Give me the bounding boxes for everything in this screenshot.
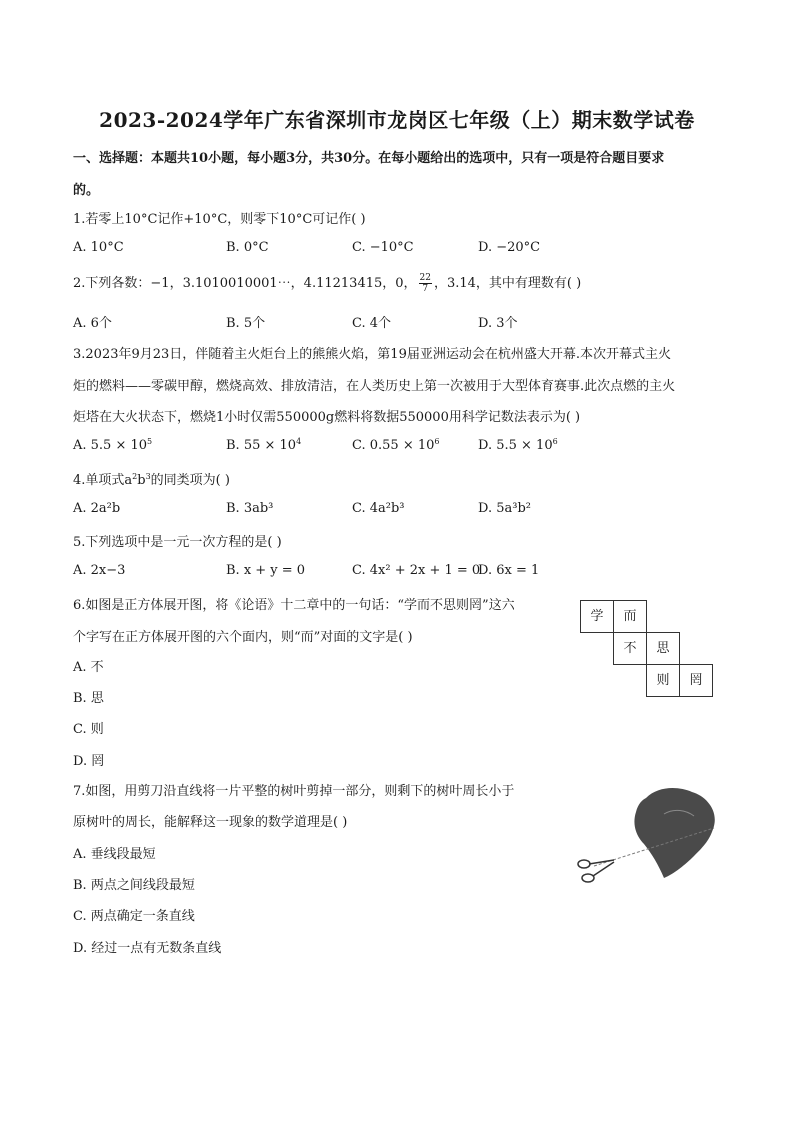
- q2-option-a: A. 6个: [73, 316, 112, 331]
- q5-option-d: D. 6x = 1: [478, 563, 540, 578]
- q2-stem-part-b: ，3.14，其中有理数有( ): [433, 276, 582, 291]
- q6-option-a: A. 不: [73, 660, 104, 675]
- section-heading-cont: 的。: [73, 183, 100, 198]
- question-2-stem: [73, 272, 581, 294]
- net-cell-5: 则: [646, 664, 680, 697]
- q6-option-c: C. 则: [73, 722, 104, 737]
- leaf-scissors-figure: [574, 784, 724, 894]
- question-3-line3: 炬塔在大火状态下，燃烧1小时仅需550000g燃料将数据550000用科学记数法表示为( ): [73, 410, 581, 425]
- q3-option-d-base: D. 5.5 × 10: [478, 438, 553, 453]
- fraction-denominator: 7: [422, 284, 429, 294]
- q4-option-a: A. 2a²b: [73, 501, 121, 516]
- q2-stem-part-a: 2.下列各数：−1，3.1010010001⋯，4.11213415，0，: [73, 276, 417, 291]
- question-6-line2: 个字写在正方体展开图的六个面内，则“而”对面的文字是( ): [73, 630, 413, 645]
- question-7-line1: 7.如图，用剪刀沿直线将一片平整的树叶剪掉一部分，则剩下的树叶周长小于: [73, 784, 515, 799]
- q3-option-a-base: A. 5.5 × 10: [73, 438, 148, 453]
- q7-option-c: C. 两点确定一条直线: [73, 909, 195, 924]
- q2-option-d: D. 3个: [478, 316, 518, 331]
- question-1-stem: 1.若零上10°C记作+10°C，则零下10°C可记作( ): [73, 212, 366, 227]
- q3-option-b-exp: 4: [296, 437, 302, 446]
- fraction-22-7: [419, 273, 432, 294]
- q5-option-a: A. 2x−3: [73, 563, 126, 578]
- q1-option-d: D. −20°C: [478, 240, 541, 255]
- q4-exp-a: 2: [132, 472, 138, 481]
- net-cell-1: 学: [580, 600, 614, 633]
- q5-option-b: B. x + y = 0: [226, 563, 306, 578]
- q3-option-c-base: C. 0.55 × 10: [352, 438, 435, 453]
- net-cell-4: 思: [646, 632, 680, 665]
- q3-option-c-exp: 6: [434, 437, 440, 446]
- scissors-icon: [578, 860, 614, 882]
- q2-option-c: C. 4个: [352, 316, 392, 331]
- net-cell-3: 不: [613, 632, 647, 665]
- q4-option-c: C. 4a²b³: [352, 501, 405, 516]
- q4-stem-part-b: 的同类项为( ): [150, 473, 230, 488]
- q4-stem-part-a: 4.单项式a: [73, 473, 133, 488]
- question-5-stem: 5.下列选项中是一元一次方程的是( ): [73, 535, 282, 550]
- q3-option-c: [352, 438, 440, 453]
- question-3-line1: 3.2023年9月23日，伴随着主火炬台上的熊熊火焰，第19届亚洲运动会在杭州盛大开幕.本次开幕式主火: [73, 347, 671, 362]
- q3-option-a-exp: 5: [147, 437, 153, 446]
- leaf-icon: [634, 788, 714, 878]
- page-title: 2023-2024学年广东省深圳市龙岗区七年级（上）期末数学试卷: [99, 108, 695, 132]
- q4-option-d: D. 5a³b²: [478, 501, 531, 516]
- net-cell-2: 而: [613, 600, 647, 633]
- q1-option-a: A. 10°C: [73, 240, 124, 255]
- q6-option-d: D. 罔: [73, 754, 105, 769]
- q6-option-b: B. 思: [73, 691, 104, 706]
- section-heading: 一、选择题：本题共10小题，每小题3分，共30分。在每小题给出的选项中，只有一项是符合题目要求: [73, 151, 665, 166]
- q3-option-a: [73, 438, 152, 453]
- q3-option-b: [226, 438, 301, 453]
- q2-option-b: B. 5个: [226, 316, 266, 331]
- fraction-numerator: 22: [419, 273, 431, 283]
- q4-stem-var-b: b: [137, 473, 146, 488]
- q7-option-d: D. 经过一点有无数条直线: [73, 941, 222, 956]
- question-6-line1: 6.如图是正方体展开图，将《论语》十二章中的一句话：“学而不思则罔”这六: [73, 598, 515, 613]
- q3-option-d-exp: 6: [552, 437, 558, 446]
- q4-option-b: B. 3ab³: [226, 501, 274, 516]
- question-3-line2: 炬的燃料——零碳甲醇，燃烧高效、排放清洁，在人类历史上第一次被用于大型体育赛事.此次点燃的主火: [73, 379, 676, 394]
- net-cell-6: 罔: [679, 664, 713, 697]
- q3-option-d: [478, 438, 558, 453]
- q4-exp-b: 3: [145, 472, 151, 481]
- q1-option-c: C. −10°C: [352, 240, 414, 255]
- q7-option-b: B. 两点之间线段最短: [73, 878, 195, 893]
- q7-option-a: A. 垂线段最短: [73, 847, 156, 862]
- q1-option-b: B. 0°C: [226, 240, 269, 255]
- question-7-line2: 原树叶的周长，能解释这一现象的数学道理是( ): [73, 815, 348, 830]
- q3-option-b-base: B. 55 × 10: [226, 438, 297, 453]
- question-4-stem: [73, 469, 230, 488]
- q5-option-c: C. 4x² + 2x + 1 = 0: [352, 563, 481, 578]
